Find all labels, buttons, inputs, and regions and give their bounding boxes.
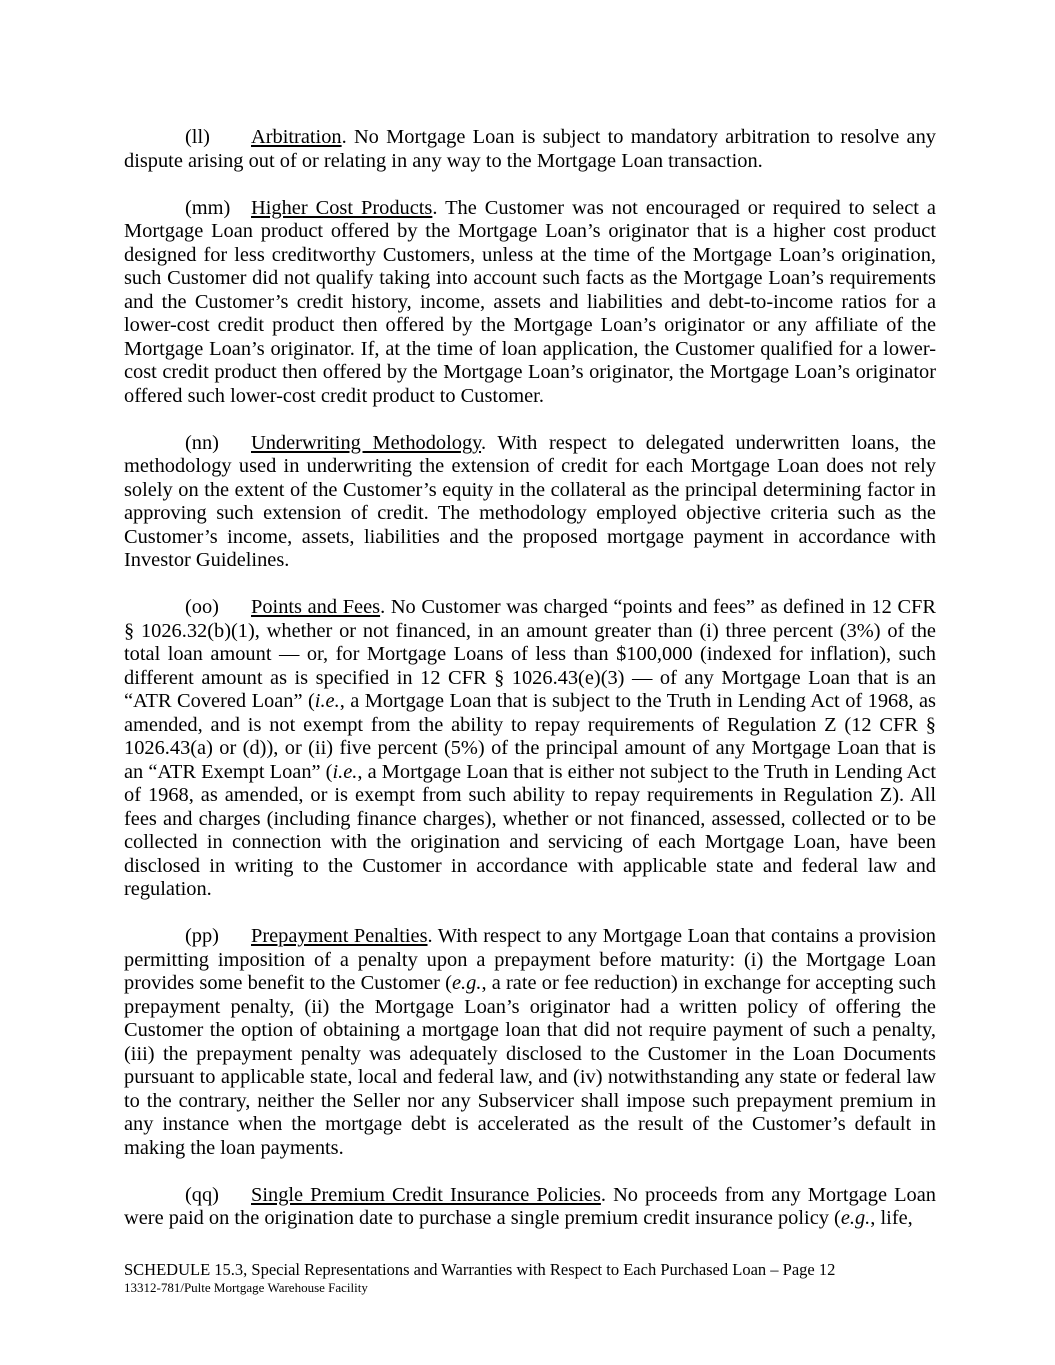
paragraph-label-ll (124, 126, 251, 150)
text-run: . With respect to delegated underwritten loans, the methodology used in underwriting the extension of credit for each Mortgage Loan does not rely solely on the extent of the Customer’s equity in the collateral as the principal determining factor in approving such extension of credit. The methodology employed objective criteria such as the Customer’s income, assets, liabilities and the proposed mortgage payment in accordance with Investor Guidelines. (124, 431, 936, 571)
paragraph-number: (ll) (185, 126, 210, 148)
paragraph-ll (124, 126, 936, 173)
paragraph-heading: Prepayment Penalties (251, 925, 428, 947)
paragraph-mm (124, 197, 936, 409)
paragraph-nn (124, 432, 936, 573)
italic-run: e.g. (451, 972, 482, 994)
document-body (124, 126, 936, 1231)
paragraph-number: (pp) (185, 925, 219, 947)
paragraph-pp (124, 925, 936, 1160)
paragraph-number: (nn) (185, 431, 219, 454)
text-run: , a Mortgage Loan that is subject to the Truth in Lending Act of 1968, as amended, and is not exempt from the ability to repay requirements of Regulation Z (12 CFR § 1026.43(a) or (d)), or (ii) five percent (5%) of the principal amount of any Mortgage Loan that is an “ATR Exempt Loan” ( (124, 690, 936, 783)
italic-run: i.e. (332, 760, 358, 783)
paragraph-label-qq (124, 1184, 251, 1208)
page-footer (124, 1260, 984, 1296)
paragraph-heading: Points and Fees (251, 596, 381, 618)
footer-matter-number-line: 13312-781/Pulte Mortgage Warehouse Facility (124, 1280, 368, 1295)
text-run: . The Customer was not encouraged or required to select a Mortgage Loan product offered by the Mortgage Loan’s originator that is a higher cost product designed for less creditworthy Customers, unless at the time of the Mortgage Loan’s origination, such Customer did not qualify taking into account such facts as the Mortgage Loan’s requirements and the Customer’s credit history, income, assets and liabilities and debt-to-income ratios for a lower-cost credit product then offered by the Mortgage Loan’s originator or any affiliate of the Mortgage Loan’s originator. If, at the time of loan application, the Customer qualified for a lower-cost credit product then offered by the Mortgage Loan’s originator, the Mortgage Loan’s originator offered such lower-cost credit product to Customer. (124, 196, 936, 407)
paragraph-label-oo (124, 596, 251, 620)
paragraph-number: (oo) (185, 596, 219, 618)
text-run: , a rate or fee reduction) in exchange for accepting such prepayment penalty, (ii) the Mortgage Loan’s originator had a written policy of offering the Customer the option of obtaining a mortgage loan that did not require payment of such a penalty, (iii) the prepayment penalty was adequately disclosed to the Customer in the Loan Documents pursuant to applicable state, local and federal law, and (iv) notwithstanding any state or federal law to the contrary, neither the Seller nor any Subservicer shall impose such prepayment premium in any instance when the mortgage debt is accelerated as the result of the Customer’s default in making the loan payments. (124, 972, 936, 1159)
paragraph-heading: Underwriting Methodology (251, 431, 482, 454)
text-run: . With respect to any Mortgage Loan that contains a provision permitting imposition of a penalty upon a prepayment before maturity: (i) the Mortgage Loan provides some benefit to the Customer ( (124, 925, 936, 994)
paragraph-number: (mm) (185, 196, 231, 219)
text-run: , life, (870, 1207, 913, 1229)
text-run: . No Customer was charged “points and fees” as defined in 12 CFR § 1026.32(b)(1), whether or not financed, in an amount greater than (i) three percent (3%) of the total loan amount — or, for Mortgage Loans of less than $100,000 (indexed for inflation), such different amount as is specified in 12 CFR § 1026.43(e)(3) — of any Mortgage Loan that is an “ATR Covered Loan” ( (124, 596, 937, 712)
text-run: . No Mortgage Loan is subject to mandatory arbitration to resolve any dispute arising out of or relating in any way to the Mortgage Loan transaction. (124, 126, 936, 172)
paragraph-heading: Higher Cost Products (251, 196, 433, 219)
paragraph-heading: Arbitration (251, 126, 342, 148)
paragraph-label-mm (124, 197, 251, 221)
paragraph-label-pp (124, 925, 251, 949)
text-run: , a Mortgage Loan that is either not subject to the Truth in Lending Act of 1968, as amended, or is exempt from such ability to repay requirements in Regulation Z). All fees and charges (including finance charges), whether or not financed, assessed, collected or to be collected in connection with the origination and servicing of each Mortgage Loan, have been disclosed in writing to the Customer in accordance with applicable state and federal law and regulation. (124, 760, 936, 900)
paragraph-oo (124, 596, 936, 902)
paragraph-heading: Single Premium Credit Insurance Policies (251, 1183, 601, 1206)
paragraph-label-nn (124, 432, 251, 456)
paragraph-qq (124, 1184, 936, 1231)
italic-run: e.g. (840, 1207, 871, 1229)
footer-schedule-line: SCHEDULE 15.3, Special Representations and Warranties with Respect to Each Purchased Loan – Page 12 (124, 1260, 836, 1279)
paragraph-number: (qq) (185, 1183, 219, 1206)
text-run: . No proceeds from any Mortgage Loan were paid on the origination date to purchase a single premium credit insurance policy ( (124, 1183, 936, 1229)
italic-run: i.e. (314, 690, 340, 712)
